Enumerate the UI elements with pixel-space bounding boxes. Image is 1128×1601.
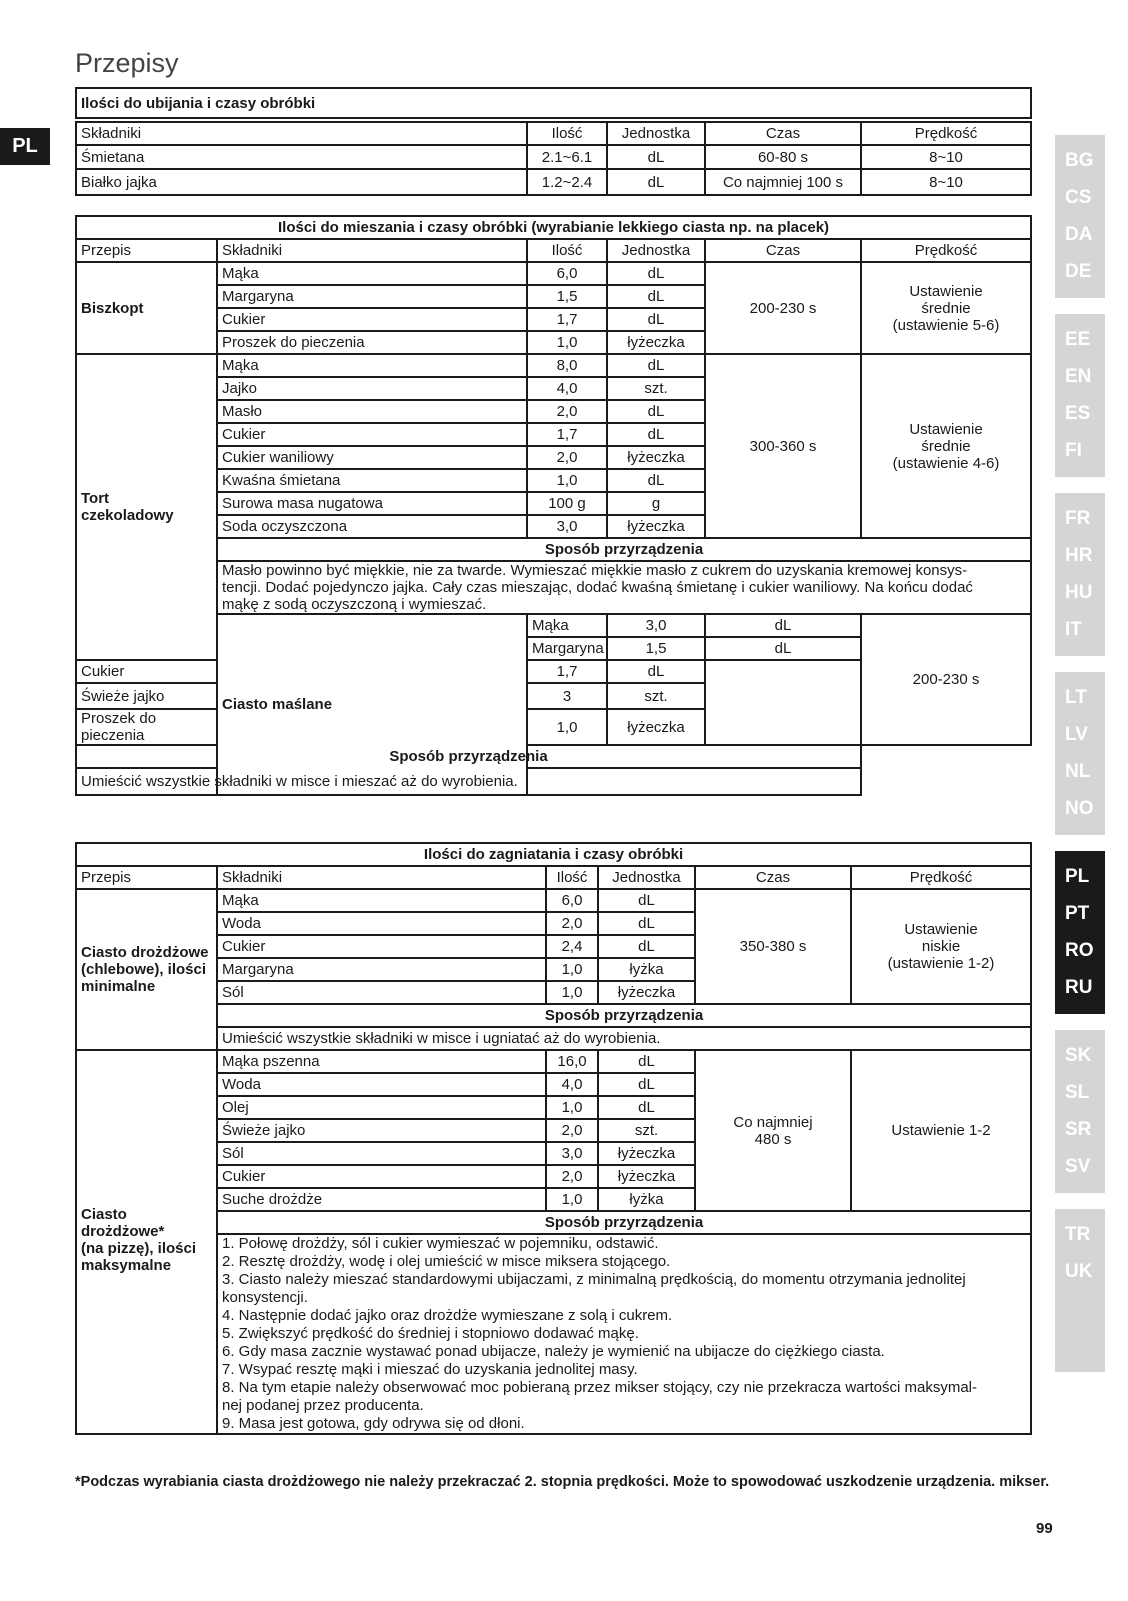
ingredient-cell: Mąka bbox=[527, 614, 607, 637]
col-header: Jednostka bbox=[598, 866, 695, 889]
ingredient-cell: Surowa masa nugatowa bbox=[217, 492, 527, 515]
unit-cell: dL bbox=[607, 308, 705, 331]
unit-cell: dL bbox=[598, 1073, 695, 1096]
amount-cell: 6,0 bbox=[546, 889, 598, 912]
unit-cell: łyżeczka bbox=[598, 981, 695, 1004]
ingredient-cell: Świeże jajko bbox=[217, 1119, 546, 1142]
amount-cell: 8,0 bbox=[527, 354, 607, 377]
method-row bbox=[76, 1234, 1031, 1434]
col-header: Czas bbox=[705, 239, 861, 262]
recipe-name-line: (na pizzę), ilości bbox=[81, 1240, 197, 1257]
ingredient-cell: Mąka bbox=[217, 262, 527, 285]
recipe-name: Biszkopt bbox=[76, 262, 217, 354]
kneading-table bbox=[75, 842, 1032, 1435]
method-header-row bbox=[76, 1211, 1031, 1234]
col-header: Prędkość bbox=[861, 239, 1031, 262]
col-header: Prędkość bbox=[851, 866, 1031, 889]
unit-cell: łyżka bbox=[598, 1188, 695, 1211]
language-item-nl[interactable]: NL bbox=[1065, 761, 1091, 782]
language-item-da[interactable]: DA bbox=[1065, 224, 1093, 245]
method-line: Masło powinno być miękkie, nie za twarde. Wymieszać miękkie masło z cukrem do uzyskania kremowej konsys- bbox=[222, 562, 968, 579]
mixing-table bbox=[75, 215, 1032, 796]
amount-cell: 1,7 bbox=[527, 660, 607, 683]
method-steps bbox=[217, 1234, 1031, 1434]
language-group bbox=[1055, 135, 1105, 298]
method-label: Sposób przyrządzenia bbox=[76, 745, 861, 768]
unit-cell: dL bbox=[607, 469, 705, 492]
ingredient-cell: Suche drożdże bbox=[217, 1188, 546, 1211]
ingredient-cell: Mąka bbox=[217, 889, 546, 912]
step-line: 3. Ciasto należy mieszać standardowymi ubijaczami, z minimalną prędkością, do momentu otrzymania jednolitej bbox=[222, 1271, 966, 1288]
unit-cell: dL bbox=[607, 169, 705, 195]
language-group bbox=[1055, 493, 1105, 656]
language-item-es[interactable]: ES bbox=[1065, 403, 1091, 424]
table-title: Ilości do mieszania i czasy obróbki (wyrabianie lekkiego ciasta np. na placek) bbox=[76, 216, 1031, 239]
ingredient-cell: Mąka pszenna bbox=[217, 1050, 546, 1073]
speed-line: średnie bbox=[921, 299, 971, 317]
table-title: Ilości do zagniatania i czasy obróbki bbox=[76, 843, 1031, 866]
language-item-lt[interactable]: LT bbox=[1065, 687, 1087, 708]
ingredient-cell: Margaryna bbox=[527, 637, 607, 660]
language-item-fr[interactable]: FR bbox=[1065, 508, 1091, 529]
unit-cell: dL bbox=[705, 614, 861, 637]
method-text: Umieścić wszystkie składniki w misce i ugniatać aż do wyrobienia. bbox=[217, 1027, 1031, 1050]
col-header: Przepis bbox=[76, 866, 217, 889]
step-line: 2. Resztę drożdży, wodę i olej umieścić w misce miksera stojącego. bbox=[222, 1253, 671, 1270]
time-cell: 200-230 s bbox=[861, 614, 1031, 745]
method-row bbox=[76, 1027, 1031, 1050]
ingredient-cell: Proszek do pieczenia bbox=[76, 709, 217, 745]
speed-line: (ustawienie 5-6) bbox=[892, 316, 1000, 334]
amount-cell: 1,7 bbox=[527, 423, 607, 446]
recipe-name-line: Ciasto bbox=[81, 1206, 127, 1223]
recipe-name-line: Ciasto drożdżowe bbox=[81, 944, 209, 961]
unit-cell: łyżeczka bbox=[598, 1165, 695, 1188]
language-item-hr[interactable]: HR bbox=[1065, 545, 1093, 566]
ingredient-cell: Kwaśna śmietana bbox=[217, 469, 527, 492]
language-item-pl[interactable]: PL bbox=[1065, 866, 1090, 887]
table-row bbox=[76, 889, 1031, 912]
method-header-row bbox=[76, 538, 1031, 561]
time-line: 480 s bbox=[754, 1130, 792, 1148]
recipe-name-line: Tort bbox=[81, 490, 110, 507]
col-header: Jednostka bbox=[607, 122, 705, 145]
unit-cell: łyżeczka bbox=[607, 709, 705, 745]
ingredient-cell: Margaryna bbox=[217, 958, 546, 981]
step-line: 9. Masa jest gotowa, gdy odrywa się od dłoni. bbox=[222, 1415, 525, 1432]
ingredient-cell: Olej bbox=[217, 1096, 546, 1119]
language-item-it[interactable]: IT bbox=[1065, 619, 1082, 640]
language-item-fi[interactable]: FI bbox=[1065, 440, 1082, 461]
unit-cell: łyżka bbox=[598, 958, 695, 981]
ingredient-cell: Śmietana bbox=[76, 145, 527, 169]
language-group bbox=[1055, 1030, 1105, 1193]
recipe-name bbox=[76, 1050, 217, 1434]
unit-cell: dL bbox=[607, 400, 705, 423]
method-header-row bbox=[76, 745, 1031, 768]
unit-cell: łyżeczka bbox=[607, 446, 705, 469]
ingredient-cell: Sól bbox=[217, 1142, 546, 1165]
table-title: Ilości do ubijania i czasy obróbki bbox=[76, 88, 1031, 118]
col-header: Składniki bbox=[217, 239, 527, 262]
speed-line: średnie bbox=[921, 437, 971, 455]
col-header: Ilość bbox=[527, 239, 607, 262]
recipe-name-line: drożdżowe* bbox=[81, 1223, 165, 1240]
col-header: Przepis bbox=[76, 239, 217, 262]
unit-cell: dL bbox=[607, 354, 705, 377]
amount-cell: 6,0 bbox=[527, 262, 607, 285]
language-tab-current: PL bbox=[0, 128, 50, 165]
recipe-name-line: czekoladowy bbox=[81, 507, 174, 524]
table-row bbox=[76, 614, 1031, 637]
ingredient-cell: Białko jajka bbox=[76, 169, 527, 195]
ingredient-cell: Margaryna bbox=[217, 285, 527, 308]
amount-cell: 1,0 bbox=[546, 1096, 598, 1119]
amount-cell: 2,0 bbox=[546, 1119, 598, 1142]
ingredient-cell: Cukier bbox=[217, 423, 527, 446]
language-group bbox=[1055, 314, 1105, 477]
amount-cell: 2.1~6.1 bbox=[527, 145, 607, 169]
ingredient-cell: Cukier bbox=[217, 935, 546, 958]
ingredient-cell: Proszek do pieczenia bbox=[217, 331, 527, 354]
amount-cell: 3,0 bbox=[607, 614, 705, 637]
language-item-tr[interactable]: TR bbox=[1065, 1224, 1091, 1245]
amount-cell: 1,0 bbox=[527, 709, 607, 745]
recipe-name: Ciasto maślane bbox=[217, 614, 527, 795]
amount-cell: 2,0 bbox=[527, 400, 607, 423]
ingredient-cell: Jajko bbox=[217, 377, 527, 400]
amount-cell: 4,0 bbox=[546, 1073, 598, 1096]
recipe-name bbox=[76, 889, 217, 1050]
table-row bbox=[76, 262, 1031, 285]
amount-cell: 3,0 bbox=[546, 1142, 598, 1165]
unit-cell: dL bbox=[705, 637, 861, 660]
ingredient-cell: Sól bbox=[217, 981, 546, 1004]
table-header-row bbox=[76, 866, 1031, 889]
language-item-ee[interactable]: EE bbox=[1065, 329, 1091, 350]
amount-cell: 1,7 bbox=[527, 308, 607, 331]
method-label: Sposób przyrządzenia bbox=[217, 1211, 1031, 1234]
time-cell: 300-360 s bbox=[705, 354, 861, 538]
time-cell bbox=[695, 1050, 851, 1211]
recipe-name-line: maksymalne bbox=[81, 1257, 172, 1274]
unit-cell: szt. bbox=[607, 683, 705, 709]
language-item-sk[interactable]: SK bbox=[1065, 1045, 1092, 1066]
unit-cell: szt. bbox=[598, 1119, 695, 1142]
unit-cell: dL bbox=[598, 912, 695, 935]
footnote: *Podczas wyrabiania ciasta drożdżowego nie należy przekraczać 2. stopnia prędkości. Może to spowodować uszkodzenie urządzenia. mikser. bbox=[75, 1474, 1050, 1490]
method-label: Sposób przyrządzenia bbox=[217, 1004, 1031, 1027]
unit-cell: dL bbox=[598, 1096, 695, 1119]
step-line: 1. Połowę drożdży, sól i cukier wymieszać w pojemniku, odstawić. bbox=[222, 1235, 659, 1252]
table-header-row bbox=[76, 122, 1031, 145]
language-group bbox=[1055, 672, 1105, 835]
language-item-de[interactable]: DE bbox=[1065, 261, 1092, 282]
col-header: Składniki bbox=[76, 122, 527, 145]
unit-cell: dL bbox=[607, 660, 705, 683]
amount-cell: 1,0 bbox=[527, 331, 607, 354]
step-line: 5. Zwiększyć prędkość do średniej i stopniowo dodawać mąkę. bbox=[222, 1325, 639, 1342]
recipe-name-line: minimalne bbox=[81, 978, 156, 995]
unit-cell: dL bbox=[598, 935, 695, 958]
unit-cell: g bbox=[607, 492, 705, 515]
language-item-ru[interactable]: RU bbox=[1065, 977, 1093, 998]
speed-line: (ustawienie 4-6) bbox=[892, 454, 1000, 472]
unit-cell: dL bbox=[598, 889, 695, 912]
recipe-name bbox=[76, 354, 217, 660]
amount-cell: 1,5 bbox=[527, 285, 607, 308]
unit-cell: szt. bbox=[607, 377, 705, 400]
language-group bbox=[1055, 1209, 1105, 1372]
ingredient-cell: Mąka bbox=[217, 354, 527, 377]
ingredient-cell: Cukier bbox=[76, 660, 217, 683]
language-item-lv[interactable]: LV bbox=[1065, 724, 1088, 745]
step-line: nej podanej przez producenta. bbox=[222, 1397, 424, 1414]
language-item-en[interactable]: EN bbox=[1065, 366, 1092, 387]
language-item-bg[interactable]: BG bbox=[1065, 150, 1094, 171]
col-header: Składniki bbox=[217, 866, 546, 889]
amount-cell: 3,0 bbox=[527, 515, 607, 538]
unit-cell: dL bbox=[607, 145, 705, 169]
method-text bbox=[217, 561, 1031, 614]
speed-cell bbox=[861, 354, 1031, 538]
ingredient-cell: Woda bbox=[217, 912, 546, 935]
unit-cell: łyżeczka bbox=[607, 515, 705, 538]
speed-cell bbox=[861, 262, 1031, 354]
amount-cell: 1,0 bbox=[527, 469, 607, 492]
col-header: Ilość bbox=[527, 122, 607, 145]
amount-cell: 2,0 bbox=[546, 1165, 598, 1188]
language-item-uk[interactable]: UK bbox=[1065, 1261, 1093, 1282]
method-line: mąkę z sodą oczyszczoną i wymieszać. bbox=[222, 596, 487, 613]
amount-cell: 100 g bbox=[527, 492, 607, 515]
step-line: konsystencji. bbox=[222, 1289, 308, 1306]
unit-cell: dL bbox=[607, 262, 705, 285]
unit-cell: dL bbox=[607, 423, 705, 446]
language-item-cs[interactable]: CS bbox=[1065, 187, 1092, 208]
unit-cell: łyżeczka bbox=[607, 331, 705, 354]
ingredient-cell: Świeże jajko bbox=[76, 683, 217, 709]
language-group bbox=[1055, 851, 1105, 1014]
amount-cell: 2,0 bbox=[527, 446, 607, 469]
time-line: Co najmniej bbox=[733, 1113, 813, 1131]
step-line: 7. Wsypać resztę mąki i mieszać do uzyskania jednolitej masy. bbox=[222, 1361, 638, 1378]
unit-cell: dL bbox=[598, 1050, 695, 1073]
speed-line: Ustawienie bbox=[909, 282, 983, 300]
language-item-sv[interactable]: SV bbox=[1065, 1156, 1091, 1177]
method-row bbox=[76, 768, 1031, 795]
col-header: Czas bbox=[705, 122, 861, 145]
ingredient-cell: Masło bbox=[217, 400, 527, 423]
language-item-sl[interactable]: SL bbox=[1065, 1082, 1090, 1103]
amount-cell: 1,5 bbox=[607, 637, 705, 660]
method-header-row bbox=[76, 1004, 1031, 1027]
step-line: 4. Następnie dodać jajko oraz drożdże wymieszane z solą i cukrem. bbox=[222, 1307, 673, 1324]
amount-cell: 16,0 bbox=[546, 1050, 598, 1073]
amount-cell: 2,0 bbox=[546, 912, 598, 935]
speed-line: Ustawienie bbox=[904, 921, 978, 938]
amount-cell: 4,0 bbox=[527, 377, 607, 400]
ingredient-cell: Soda oczyszczona bbox=[217, 515, 527, 538]
whipping-table bbox=[75, 87, 1032, 196]
method-text: Umieścić wszystkie składniki w misce i mieszać aż do wyrobienia. bbox=[76, 768, 861, 795]
method-line: tencji. Dodać pojedynczo jajka. Cały czas mieszając, dodać kwaśną śmietanę i cukier waniliowy. Na końcu dodać bbox=[222, 579, 973, 596]
ingredient-cell: Cukier bbox=[217, 308, 527, 331]
language-item-ro[interactable]: RO bbox=[1065, 940, 1094, 961]
language-item-sr[interactable]: SR bbox=[1065, 1119, 1092, 1140]
amount-cell: 3 bbox=[527, 683, 607, 709]
col-header: Ilość bbox=[546, 866, 598, 889]
time-cell: Co najmniej 100 s bbox=[705, 169, 861, 195]
ingredient-cell: Cukier waniliowy bbox=[217, 446, 527, 469]
language-item-hu[interactable]: HU bbox=[1065, 582, 1093, 603]
amount-cell: 1,0 bbox=[546, 958, 598, 981]
time-cell: 350-380 s bbox=[695, 889, 851, 1004]
language-item-no[interactable]: NO bbox=[1065, 798, 1094, 819]
page-title: Przepisy bbox=[75, 48, 179, 78]
time-cell: 200-230 s bbox=[705, 262, 861, 354]
table-row bbox=[76, 1050, 1031, 1073]
language-item-pt[interactable]: PT bbox=[1065, 903, 1090, 924]
table-header-row bbox=[76, 239, 1031, 262]
col-header: Prędkość bbox=[861, 122, 1031, 145]
amount-cell: 1,0 bbox=[546, 1188, 598, 1211]
table-row bbox=[76, 145, 1031, 169]
ingredient-cell: Cukier bbox=[217, 1165, 546, 1188]
speed-cell: Ustawienie 1-2 bbox=[851, 1050, 1031, 1211]
amount-cell: 1.2~2.4 bbox=[527, 169, 607, 195]
table-row bbox=[76, 169, 1031, 195]
speed-cell: 8~10 bbox=[861, 169, 1031, 195]
amount-cell: 2,4 bbox=[546, 935, 598, 958]
ingredient-cell: Woda bbox=[217, 1073, 546, 1096]
speed-line: (ustawienie 1-2) bbox=[887, 955, 995, 972]
unit-cell: dL bbox=[607, 285, 705, 308]
method-row bbox=[76, 561, 1031, 614]
unit-cell: łyżeczka bbox=[598, 1142, 695, 1165]
time-cell: 60-80 s bbox=[705, 145, 861, 169]
speed-cell: 8~10 bbox=[861, 145, 1031, 169]
method-label: Sposób przyrządzenia bbox=[217, 538, 1031, 561]
page-number: 99 bbox=[1036, 1520, 1053, 1537]
col-header: Jednostka bbox=[607, 239, 705, 262]
table-row bbox=[76, 354, 1031, 377]
speed-cell bbox=[851, 889, 1031, 1004]
step-line: 6. Gdy masa zacznie wystawać ponad ubijacze, należy je wymienić na ubijacze do ciężkiego ciasta. bbox=[222, 1343, 885, 1360]
speed-line: niskie bbox=[921, 938, 961, 955]
col-header: Czas bbox=[695, 866, 851, 889]
speed-line: Ustawienie bbox=[909, 420, 983, 438]
recipe-name-line: (chlebowe), ilości bbox=[81, 961, 207, 978]
step-line: 8. Na tym etapie należy obserwować moc pobieraną przez mikser stojący, czy nie przekracza wartości maksymal- bbox=[222, 1379, 977, 1396]
amount-cell: 1,0 bbox=[546, 981, 598, 1004]
